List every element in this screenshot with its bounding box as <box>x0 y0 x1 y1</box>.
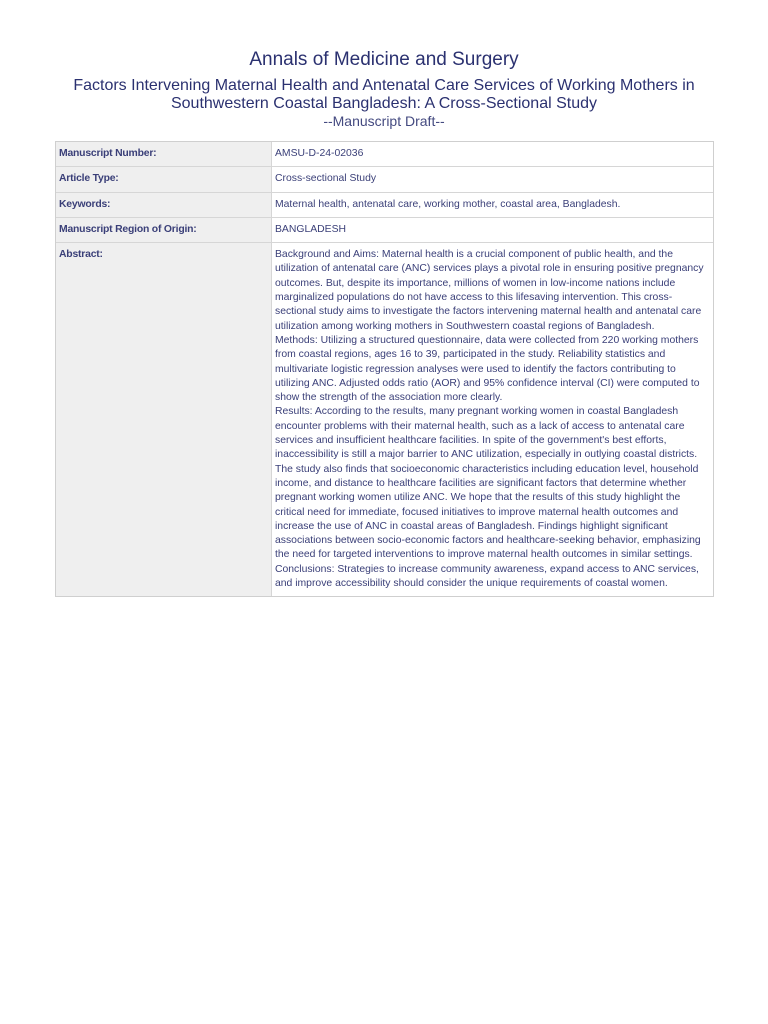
table-row <box>56 193 713 218</box>
article-title: Factors Intervening Maternal Health and Antenatal Care Services of Working Mothers in Southwestern Coastal Bangladesh: A Cross-Sectional Study <box>73 77 695 112</box>
table-row <box>56 167 713 192</box>
article-type-value: Cross-sectional Study <box>272 167 713 192</box>
manuscript-metadata-table <box>55 141 714 597</box>
table-row <box>56 142 713 167</box>
abstract-label: Abstract: <box>56 243 272 596</box>
keywords-label: Keywords: <box>56 193 272 218</box>
manuscript-number-value: AMSU-D-24-02036 <box>272 142 713 167</box>
abstract-conclusions: Conclusions: Strategies to increase community awareness, expand access to ANC services, and improve accessibility should consider the unique requirements of coastal women. <box>275 563 699 590</box>
abstract-value <box>272 243 713 596</box>
table-row <box>56 218 713 243</box>
abstract-methods: Methods: Utilizing a structured questionnaire, data were collected from 220 working mothers from coastal regions, ages 16 to 39, participated in the study. Reliability statistics and multivariate logistic regression analyses were used to identify the factors contributing to utilizing ANC. Adjusted odds ratio (AOR) and 95% confidence interval (CI) were computed to show the strength of the association more clearly. <box>275 334 700 404</box>
table-row <box>56 243 713 596</box>
keywords-value: Maternal health, antenatal care, working mother, coastal area, Bangladesh. <box>272 193 713 218</box>
article-type-label: Article Type: <box>56 167 272 192</box>
manuscript-number-label: Manuscript Number: <box>56 142 272 167</box>
abstract-background: Background and Aims: Maternal health is a crucial component of public health, and the utilization of antenatal care (ANC) services plays a pivotal role in ensuring positive pregnancy outcomes. But, despite its importance, millions of women in low-income nations include marginalized populations do not have access to this lifesaving intervention. This cross-sectional study aims to investigate the factors intervening maternal health and antenatal care utilization among working mothers in Southwestern coastal regions of Bangladesh. <box>275 249 704 332</box>
manuscript-header <box>0 48 768 129</box>
region-value: BANGLADESH <box>272 218 713 243</box>
manuscript-draft-label: --Manuscript Draft-- <box>323 113 445 129</box>
journal-title: Annals of Medicine and Surgery <box>249 49 519 70</box>
abstract-results: Results: According to the results, many pregnant working women in coastal Bangladesh encounter problems with their maternal health, such as a lack of access to antenatal care services and insufficient healthcare facilities. In spite of the government's best efforts, inaccessibility is still a major barrier to ANC utilization, especially in outlying coastal districts. The study also finds that socioeconomic characteristics including education level, household income, and distance to healthcare facilities are significant factors that determine whether pregnant working women utilize ANC. We hope that the results of this study highlight the critical need for immediate, focused initiatives to improve maternal health outcomes and increase the use of ANC in coastal areas of Bangladesh. Findings highlight significant associations between socio-economic factors and healthcare-seeking behavior, emphasizing the need for targeted interventions to improve maternal health outcomes in similar settings. <box>275 406 701 561</box>
region-label: Manuscript Region of Origin: <box>56 218 272 243</box>
